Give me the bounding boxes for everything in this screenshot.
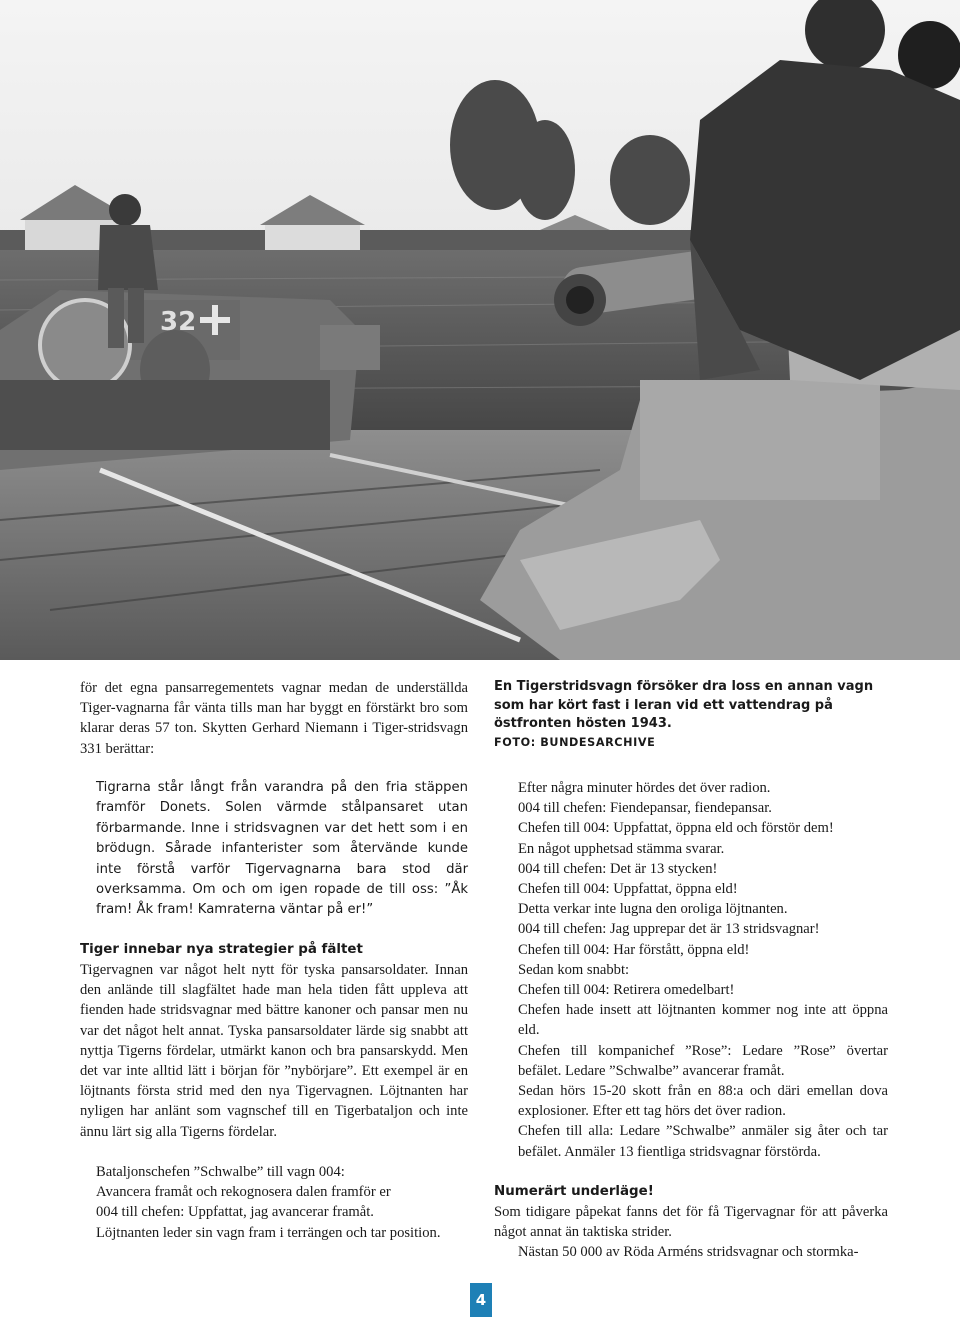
radio-line: Chefen till 004: Retirera omedelbart!: [518, 982, 735, 999]
radio-line: Chefen till 004: Uppfattat, öppna eld och förstör dem!: [518, 820, 834, 837]
niemann-quote: [96, 778, 468, 921]
radio-line: Detta verkar inte lugna den oroliga löjtnanten.: [518, 901, 788, 918]
radio-line: En något upphetsad stämma svarar.: [518, 840, 725, 857]
orders-quote: [96, 1162, 468, 1243]
quote-line: Bataljonschefen ”Schwalbe” till vagn 004:: [96, 1164, 345, 1180]
quote-line: Avancera framåt och rekognosera dalen framför er: [96, 1184, 391, 1201]
radio-line: Chefen till alla: Ledare ”Schwalbe” anmäler sig åter och tar befälet. Anmäler 13 fientliga stridsvagnar förstörda.: [518, 1123, 888, 1160]
section-text: Tigervagnen var något helt nytt för tyska pansarsoldater. Innan den anlände till slagfältet hade man hela tiden fått uppleva att fienden hade stridsvagnar med bättre kanoner och pansar men nu var det något helt annat. Tyska pansarsoldater lärde sig snabbt att nyttja Tigerns fördelar, utmärkt kanon och bra pansarskydd. Men det var inte alltid lätt i början för ”nybörjare”. Ett exempel är en löjtnants första strid med den nya Tigervagnen. Löjtnanten har nyligen har anlänt som vagnschef till en Tigerbataljon och inte ännu lärt sig alla Tigerns fördelar.: [80, 962, 468, 1140]
radio-line: Chefen till 004: Uppfattat, öppna eld!: [518, 881, 738, 898]
turret-number: 32: [160, 307, 197, 337]
numerart-paragraph: Som tidigare påpekat fanns det för få Tigervagnar för att påverka något annat än taktiska strider.: [494, 1204, 888, 1241]
radio-line: 004 till chefen: Det är 13 stycken!: [518, 860, 718, 877]
page-number: 4: [470, 1283, 492, 1317]
radio-line: Chefen till 004: Har förstått, öppna eld!: [518, 941, 750, 958]
numerart-section: [494, 1182, 888, 1263]
radio-line: 004 till chefen: Jag upprepar det är 13 stridsvagnar!: [518, 921, 820, 938]
photo-caption: [494, 678, 884, 752]
radio-line: Sedan hörs 15-20 skott från en 88:a och däri emellan dova explosioner. Efter ett tag hörs det över radion.: [518, 1083, 888, 1120]
section-heading: Tiger innebar nya strategier på fältet: [80, 942, 363, 957]
photo-credit: FOTO: BUNDESARCHIVE: [494, 735, 656, 749]
radio-line: Chefen till kompanichef ”Rose”: Ledare ”Rose” övertar befälet. Ledare ”Schwalbe” avancerar framåt.: [518, 1042, 888, 1079]
radio-line: Sedan kom snabbt:: [518, 961, 630, 978]
numerart-heading: Numerärt underläge!: [494, 1184, 654, 1199]
numerart-paragraph: Nästan 50 000 av Röda Arméns stridsvagnar och stormka-: [518, 1244, 859, 1261]
intro-text: för det egna pansarregementets vagnar medan de underställda Tiger-vagnarna får vänta tills man har byggt en förstärkt bro som klarar deras 57 ton. Skytten Gerhard Niemann i Tiger-stridsvagn 331 berättar:: [80, 680, 468, 757]
tiger-strategy-section: [80, 940, 468, 1142]
niemann-quote-text: Tigrarna står långt från varandra på den fria stäppen framför Donets. Solen värmde stålpansaret utan förbarmande. Inne i stridsvagnen var det hett som i en brödugn. Sårade infanterister som återvände kunde inte förstå varför Tigervagnarna bara stod där overksamma. Om och om igen ropade de till oss: ”Åk fram! Åk fram! Kamraterna väntar på er!”: [96, 780, 468, 918]
quote-line: 004 till chefen: Uppfattat, jag avancerar framåt.: [96, 1204, 374, 1221]
radio-line: Efter några minuter hördes det över radion.: [518, 780, 771, 796]
radio-transcript: [518, 778, 888, 1162]
quote-line: Löjtnanten leder sin vagn fram i terrängen och tar position.: [96, 1224, 441, 1241]
caption-text: En Tigerstridsvagn försöker dra loss en annan vagn som har kört fast i leran vid ett vattendrag på östfronten hösten 1943.: [494, 679, 874, 731]
radio-line: 004 till chefen: Fiendepansar, fiendepansar.: [518, 800, 772, 817]
radio-line: Chefen hade insett att löjtnanten kommer nog inte att öppna eld.: [518, 1002, 888, 1039]
intro-paragraph: [80, 678, 468, 759]
